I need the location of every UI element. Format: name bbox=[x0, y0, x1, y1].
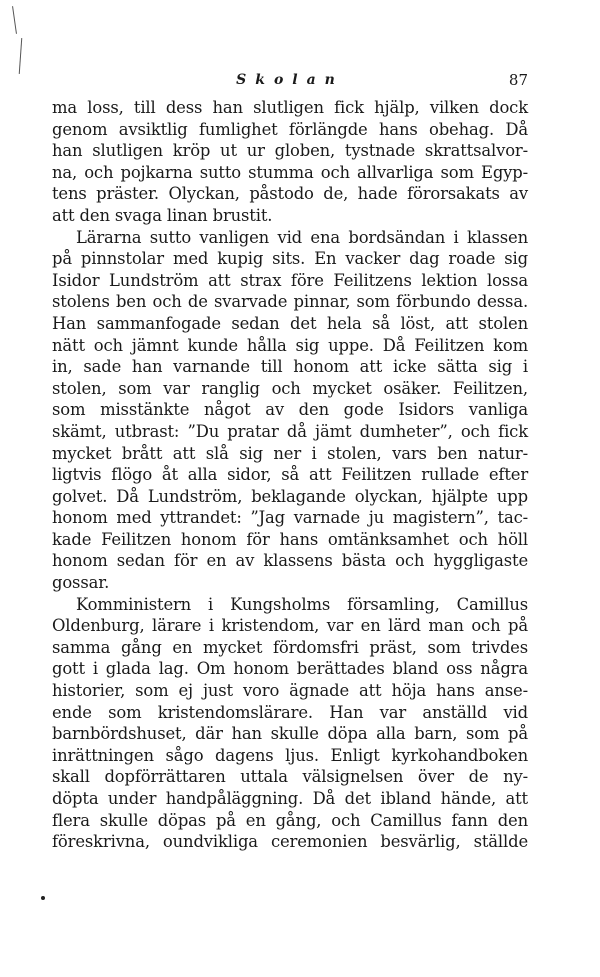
text-line: Isidor Lundström att strax före Feilitzens lektion lossa bbox=[52, 270, 528, 290]
text-line: som misstänkte något av den gode Isidors vanliga bbox=[52, 400, 528, 420]
scan-mark bbox=[12, 6, 17, 34]
text-line: kade Feilitzen honom för hans omtänksamhet och höll bbox=[52, 529, 528, 549]
text-line: gott i glada lag. Om honom berättades bland oss några bbox=[52, 659, 528, 679]
page-header bbox=[52, 70, 528, 90]
text-line: genom avsiktlig fumlighet förlängde hans obehag. Då bbox=[52, 119, 528, 139]
text-line: stolens ben och de svarvade pinnar, som förbundo dessa. bbox=[52, 292, 528, 312]
page-number: 87 bbox=[508, 71, 528, 89]
text-line: inrättningen sågo dagens ljus. Enligt kyrkohandboken bbox=[52, 745, 528, 765]
body-text bbox=[52, 97, 528, 853]
text-line: Komministern i Kungsholms församling, Camillus bbox=[76, 594, 528, 614]
text-line: golvet. Då Lundström, beklagande olyckan, hjälpte upp bbox=[52, 486, 528, 506]
text-line: döpta under handpåläggning. Då det ibland hände, att bbox=[52, 789, 528, 808]
text-line: ma loss, till dess han slutligen fick hjälp, vilken dock bbox=[52, 98, 528, 117]
scan-mark bbox=[19, 38, 23, 74]
text-line: skämt, utbrast: ”Du pratar då jämt dumheter”, och fick bbox=[52, 421, 528, 441]
text-line: tens präster. Olyckan, påstodo de, hade förorsakats av bbox=[52, 184, 528, 204]
text-line: mycket brått att slå sig ner i stolen, vars ben natur- bbox=[52, 443, 528, 463]
text-line: in, sade han varnande till honom att icke sätta sig i bbox=[52, 357, 528, 377]
text-line: han slutligen kröp ut ur globen, tystnade skrattsalvor- bbox=[52, 141, 528, 161]
ink-dot bbox=[41, 896, 45, 900]
text-line: Lärarna sutto vanligen vid ena bordsändan i klassen bbox=[76, 227, 528, 247]
running-title: Skolan bbox=[236, 72, 344, 88]
text-line: på pinnstolar med kupig sits. En vacker dag roade sig bbox=[52, 249, 528, 269]
text-line: skall dopförrättaren uttala välsignelsen över de ny- bbox=[52, 767, 528, 787]
text-line: ende som kristendomslärare. Han var anställd vid bbox=[52, 702, 528, 722]
text-line: Han sammanfogade sedan det hela så löst, att stolen bbox=[52, 313, 528, 333]
text-line: att den svaga linan brustit. bbox=[52, 205, 273, 225]
text-line: gossar. bbox=[52, 573, 110, 593]
text-line: flera skulle döpas på en gång, och Camillus fann den bbox=[52, 810, 528, 830]
text-line: Oldenburg, lärare i kristendom, var en lärd man och på bbox=[52, 616, 528, 636]
text-line: na, och pojkarna sutto stumma och allvarliga som Egyp- bbox=[52, 162, 528, 182]
text-line: samma gång en mycket fördomsfri präst, som trivdes bbox=[52, 637, 528, 657]
text-line: honom med yttrandet: ”Jag varnade ju magistern”, tac- bbox=[52, 508, 528, 528]
text-line: föreskrivna, oundvikliga ceremonien besvärlig, ställde bbox=[52, 832, 528, 852]
text-line: stolen, som var ranglig och mycket osäker. Feilitzen, bbox=[52, 378, 528, 398]
text-line: nätt och jämnt kunde hålla sig uppe. Då Feilitzen kom bbox=[52, 335, 528, 355]
text-line: ligtvis flögo åt alla sidor, så att Feilitzen rullade efter bbox=[52, 465, 528, 485]
text-line: historier, som ej just voro ägnade att höja hans anse- bbox=[52, 681, 528, 701]
text-line: barnbördshuset, där han skulle döpa alla barn, som på bbox=[52, 724, 528, 744]
text-line: honom sedan för en av klassens bästa och hyggligaste bbox=[52, 551, 528, 571]
